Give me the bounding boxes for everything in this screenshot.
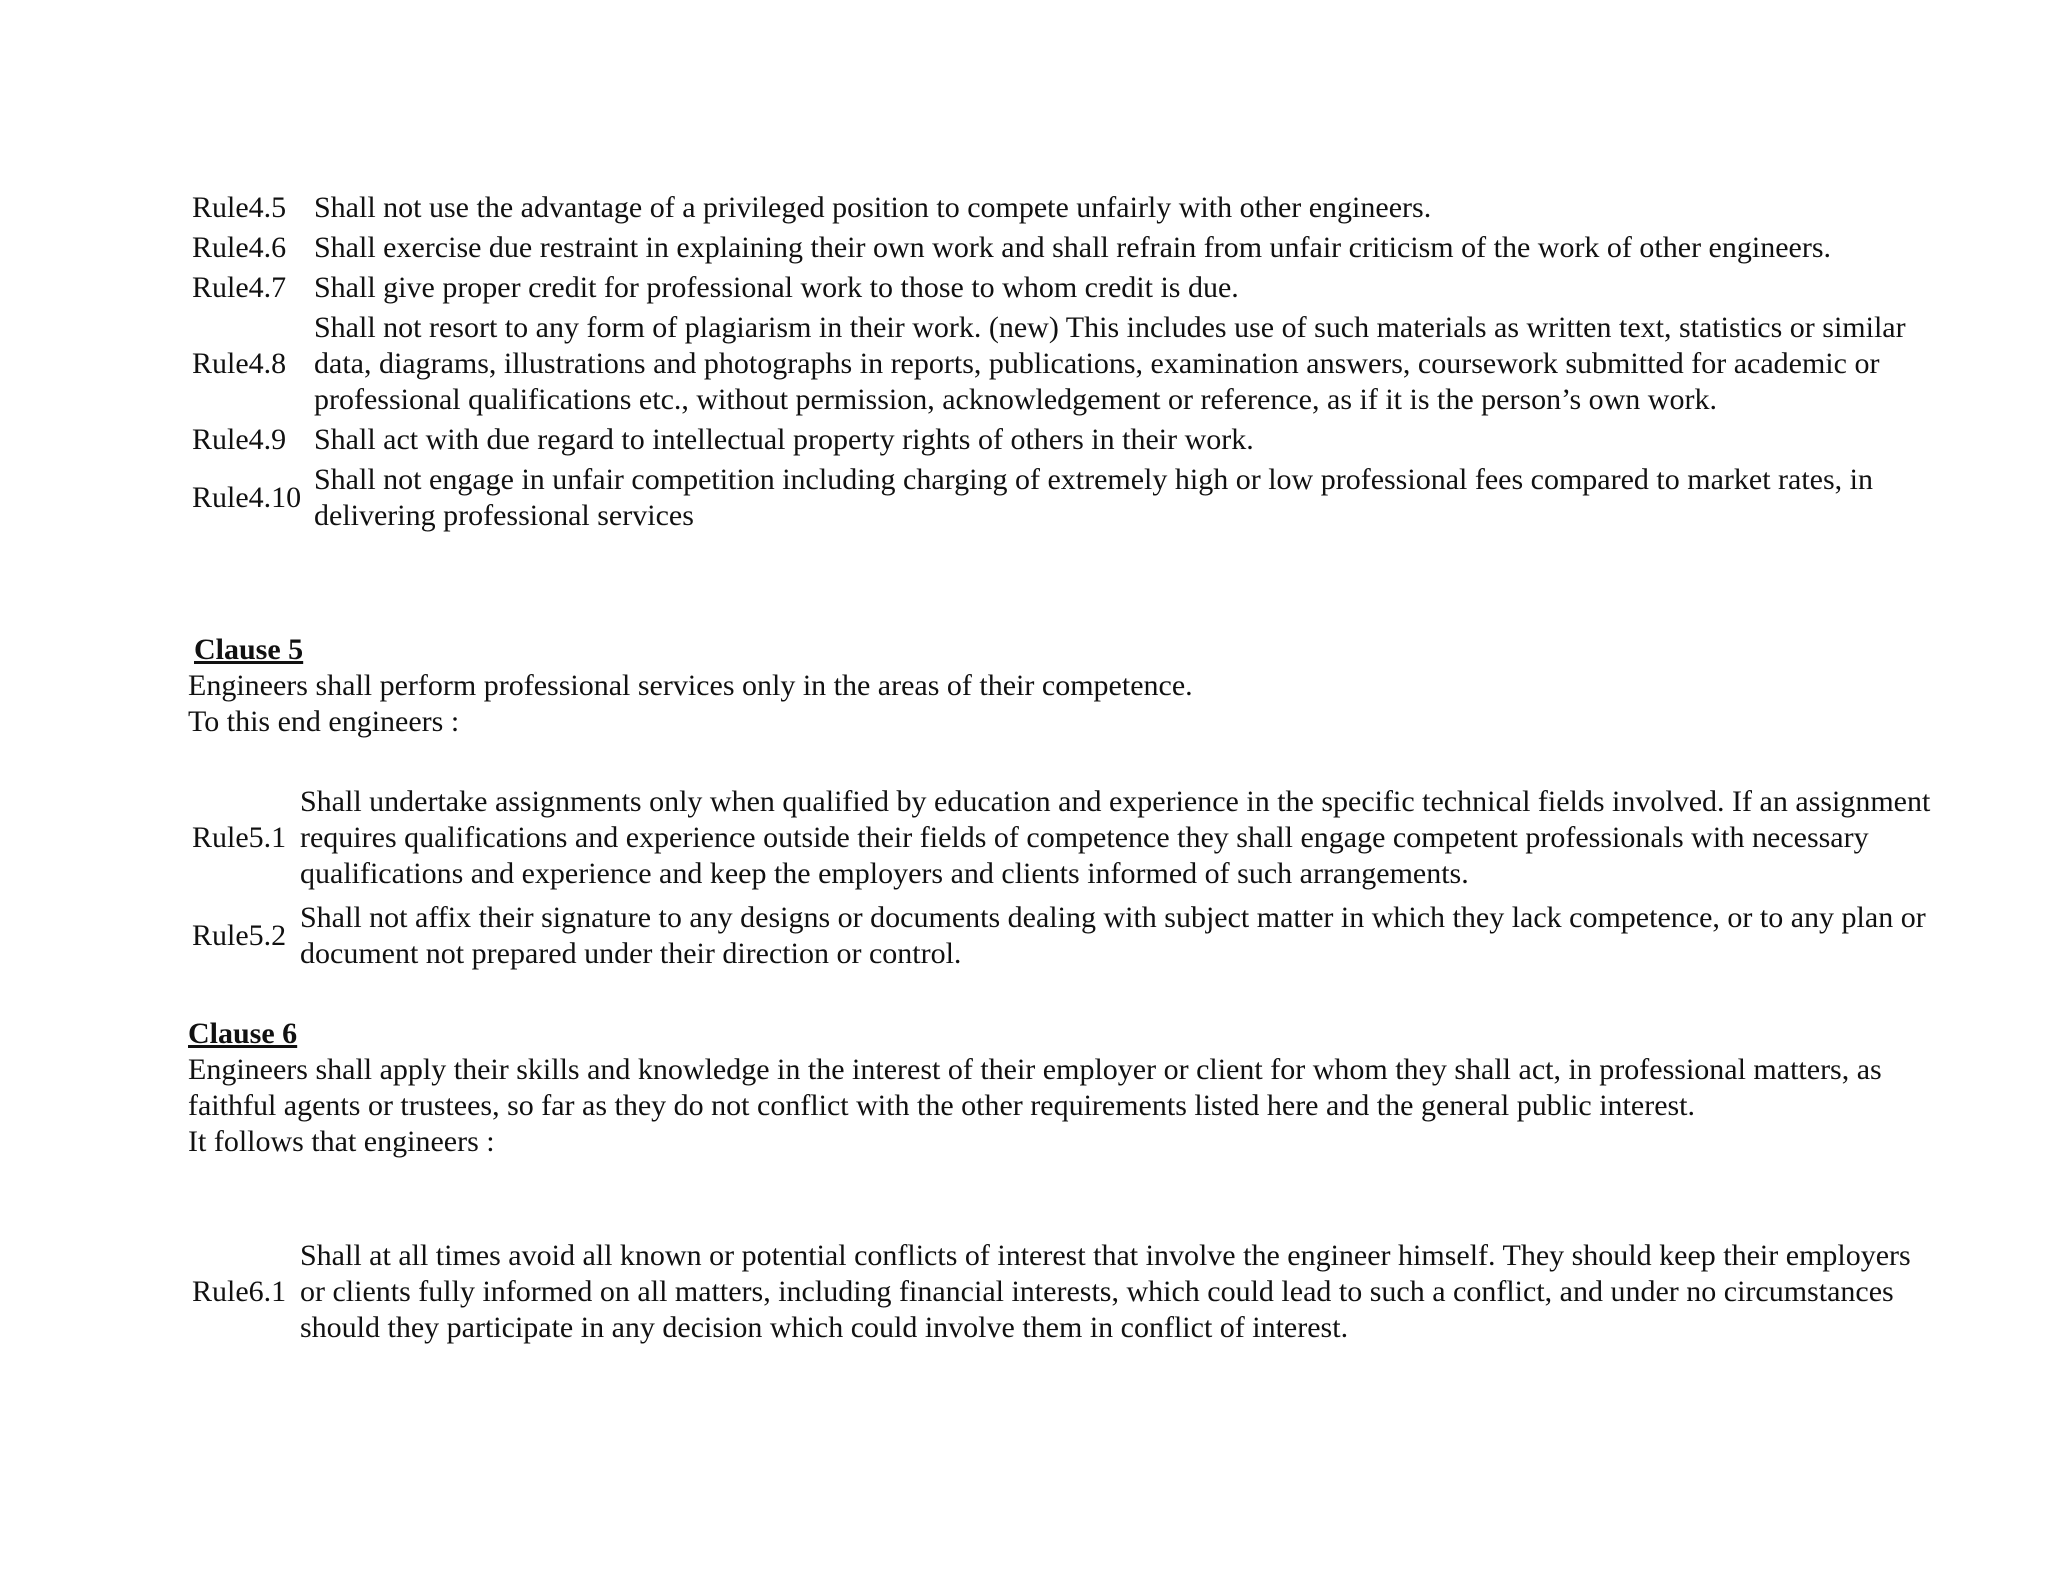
rule-text: Shall at all times avoid all known or potential conflicts of interest that involve the engineer himself. They should keep their employers or clients fully informed on all matters, including financial interests, which could lead to such a conflict, and under no circumstances should they participate in any decision which could involve them in conflict of interest. xyxy=(300,1239,1911,1344)
rules-5-list xyxy=(192,784,1932,980)
rule-row xyxy=(192,270,1932,306)
rule-text: Shall undertake assignments only when qualified by education and experience in the specific technical fields involved. If an assignment requires qualifications and experience outside their fields of competence they shall engage competent professionals with necessary qualifications and experience and keep the employers and clients informed of such arrangements. xyxy=(300,785,1931,890)
rule-row xyxy=(192,230,1932,266)
rule-text: Shall not resort to any form of plagiarism in their work. (new) This includes use of such materials as written text, statistics or similar data, diagrams, illustrations and photographs in reports, publications, examination answers, coursework submitted for academic or professional qualifications etc., without permission, acknowledgement or reference, as if it is the person’s own work. xyxy=(314,311,1906,416)
rule-number: Rule6.1 xyxy=(192,1275,287,1308)
rule-text: Shall act with due regard to intellectual property rights of others in their work. xyxy=(314,423,1254,456)
rules-4-list xyxy=(192,190,1932,538)
clause-heading: Clause 6 xyxy=(188,1017,298,1050)
rule-row xyxy=(192,190,1932,226)
rule-text: Shall give proper credit for professional work to those to whom credit is due. xyxy=(314,271,1239,304)
clause-6 xyxy=(188,1016,1928,1160)
rule-row xyxy=(192,1238,1932,1346)
rule-text: Shall not use the advantage of a privileged position to compete unfairly with other engineers. xyxy=(314,191,1432,224)
rule-row xyxy=(192,900,1932,972)
clause-lead-in: To this end engineers : xyxy=(188,705,460,738)
rule-number: Rule4.10 xyxy=(192,481,302,514)
clause-lead-in: It follows that engineers : xyxy=(188,1125,495,1158)
rule-row xyxy=(192,462,1932,534)
rule-number: Rule5.2 xyxy=(192,919,287,952)
rule-number: Rule4.6 xyxy=(192,231,287,264)
clause-statement: Engineers shall perform professional services only in the areas of their competence. xyxy=(188,669,1193,702)
clause-5 xyxy=(188,632,1928,740)
clause-heading: Clause 5 xyxy=(194,633,304,666)
rule-text: Shall exercise due restraint in explaining their own work and shall refrain from unfair criticism of the work of other engineers. xyxy=(314,231,1832,264)
rule-number: Rule4.9 xyxy=(192,423,287,456)
rule-row xyxy=(192,422,1932,458)
rule-number: Rule5.1 xyxy=(192,821,287,854)
rule-row xyxy=(192,784,1932,892)
clause-statement: Engineers shall apply their skills and knowledge in the interest of their employer or client for whom they shall act, in professional matters, as faithful agents or trustees, so far as they do not conflict with the other requirements listed here and the general public interest. xyxy=(188,1053,1882,1122)
rule-number: Rule4.5 xyxy=(192,191,287,224)
rule-text: Shall not engage in unfair competition including charging of extremely high or low professional fees compared to market rates, in delivering professional services xyxy=(314,463,1874,532)
rule-row xyxy=(192,310,1932,418)
rule-number: Rule4.8 xyxy=(192,347,287,380)
rule-text: Shall not affix their signature to any designs or documents dealing with subject matter in which they lack competence, or to any plan or document not prepared under their direction or control. xyxy=(300,901,1926,970)
rules-6-list xyxy=(192,1238,1932,1354)
rule-number: Rule4.7 xyxy=(192,271,287,304)
